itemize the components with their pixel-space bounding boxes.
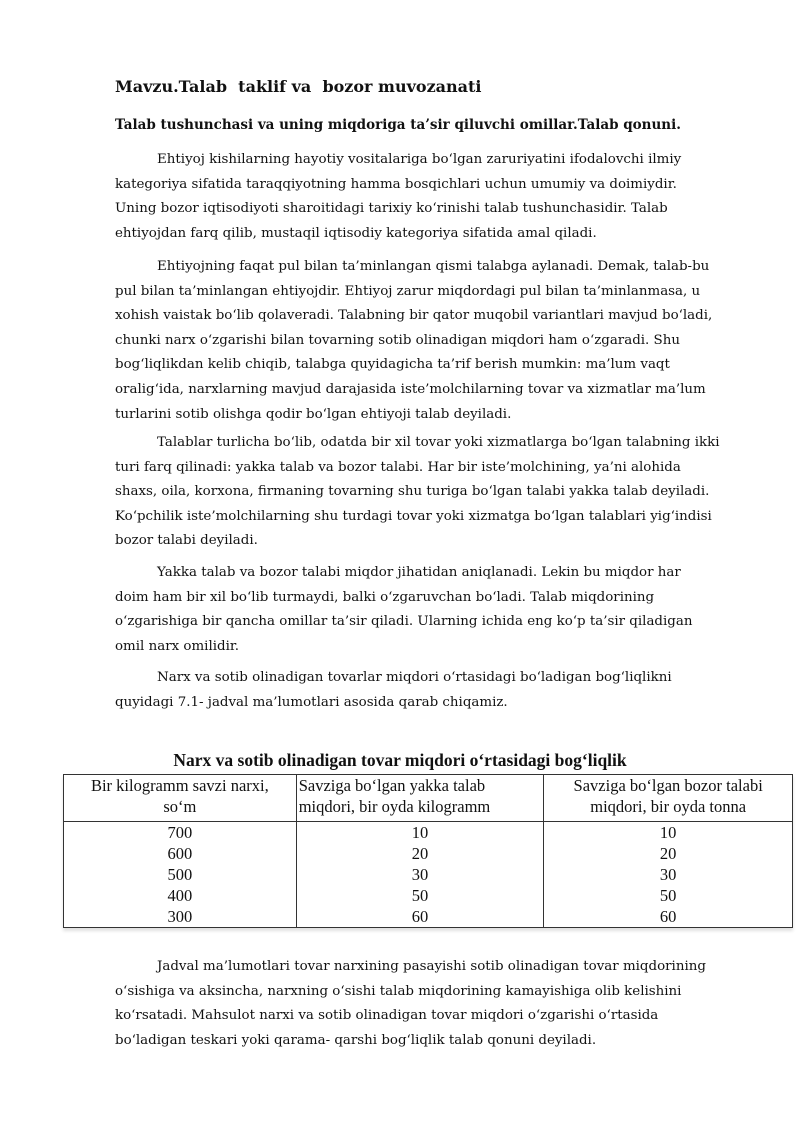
paragraph-5 xyxy=(115,666,755,715)
paragraph-line: oralig‘ida, narxlarning mavjud darajasida iste’molchilarning tovar va xizmatlar ma’lum xyxy=(115,381,706,397)
paragraph-line: turlarini sotib olishga qodir bo‘lgan ehtiyoji talab deyiladi. xyxy=(115,406,512,422)
paragraph-line: ko‘rsatadi. Mahsulot narxi va sotib olinadigan tovar miqdori o‘zgarishi o‘rtasida xyxy=(115,1008,659,1024)
paragraph-line: doim ham bir xil bo‘lib turmaydi, balki o‘zgaruvchan bo‘ladi. Talab miqdorining xyxy=(115,589,655,605)
paragraph-line: Ehtiyojning faqat pul bilan ta’minlangan qismi talabga aylanadi. Demak, talab-bu xyxy=(157,259,710,274)
paragraph-line: bo‘ladigan teskari yoki qarama- qarshi bog‘liqlik talab qonuni deyiladi. xyxy=(115,1032,597,1048)
table-cell-market-demand: 10 20 30 50 60 xyxy=(544,822,793,928)
paragraph-line: bog‘liqlikdan kelib chiqib, talabga quyidagicha ta’rif berish mumkin: ma’lum vaqt xyxy=(115,357,670,373)
paragraph-line: ehtiyojdan farq qilib, mustaqil iqtisodiy kategoriya sifatida amal qiladi. xyxy=(115,225,597,241)
paragraph-line: omil narx omilidir. xyxy=(115,638,240,654)
paragraph-line: pul bilan ta’minlangan ehtiyojdir. Ehtiyoj zarur miqdordagi pul bilan ta’minlanmasa, u xyxy=(115,283,701,299)
section-heading: Talab tushunchasi va uning miqdoriga ta’sir qiluvchi omillar.Talab qonuni. xyxy=(115,117,681,133)
paragraph-4 xyxy=(115,561,755,659)
paragraph-line: xohish vaistak bo‘lib qolaveradi. Talabning bir qator muqobil variantlari mavjud bo‘ladi, xyxy=(115,308,713,324)
paragraph-line: Jadval ma’lumotlari tovar narxining pasayishi sotib olinadigan tovar miqdorining xyxy=(157,959,706,974)
paragraph-line: Ko‘pchilik iste’molchilarning shu turdagi tovar yoki xizmatga bo‘lgan talablari yig‘indisi xyxy=(115,508,712,524)
table-cell-price: 700 600 500 400 300 xyxy=(64,822,297,928)
paragraph-line: Ehtiyoj kishilarning hayotiy vositalariga bo‘lgan zaruriyatini ifodalovchi ilmiy xyxy=(157,152,682,167)
table-header-cell: Savziga bo‘lgan bozor talabi miqdori, bir oyda tonna xyxy=(544,775,793,822)
paragraph-line: Uning bozor iqtisodiyoti sharoitidagi tarixiy ko‘rinishi talab tushunchasidir. Talab xyxy=(115,201,668,217)
paragraph-line: Talablar turlicha bo‘lib, odatda bir xil tovar yoki xizmatlarga bo‘lgan talabning ikki xyxy=(157,435,720,450)
paragraph-line: Yakka talab va bozor talabi miqdor jihatidan aniqlanadi. Lekin bu miqdor har xyxy=(157,565,681,580)
paragraph-line: shaxs, oila, korxona, firmaning tovarning shu turiga bo‘lgan talabi yakka talab deyiladi. xyxy=(115,484,710,500)
table-cell-individual-demand: 10 20 30 50 60 xyxy=(296,822,544,928)
paragraph-1 xyxy=(115,148,755,246)
paragraph-line: quyidagi 7.1- jadval ma’lumotlari asosida qarab chiqamiz. xyxy=(115,694,508,710)
paragraph-line: turi farq qilinadi: yakka talab va bozor talabi. Har bir iste’molchining, ya’ni alohida xyxy=(115,459,681,475)
paragraph-line: chunki narx o‘zgarishi bilan tovarning sotib olinadigan miqdori ham o‘zgaradi. Shu xyxy=(115,332,680,348)
paragraph-line: kategoriya sifatida taraqqiyotning hamma bosqichlari uchun umumiy va doimiydir. xyxy=(115,176,677,192)
table-row xyxy=(64,822,793,928)
paragraph-line: bozor talabi deyiladi. xyxy=(115,533,258,549)
table-header-row xyxy=(64,775,793,822)
closing-paragraph xyxy=(115,955,755,1053)
paragraph-line: o‘zgarishiga bir qancha omillar ta’sir qiladi. Ularning ichida eng ko‘p ta’sir qiladigan xyxy=(115,614,693,630)
paragraph-2 xyxy=(115,255,755,427)
price-quantity-table xyxy=(63,774,793,928)
paragraph-3 xyxy=(115,431,755,554)
table-header-cell: Savziga bo‘lgan yakka talab miqdori, bir oyda kilogramm xyxy=(296,775,544,822)
table-header-cell: Bir kilogramm savzi narxi, so‘m xyxy=(64,775,297,822)
table-title: Narx va sotib olinadigan tovar miqdori o‘rtasidagi bog‘liqlik xyxy=(173,750,627,770)
document-title: Mavzu.Talab taklif va bozor muvozanati xyxy=(115,77,482,96)
paragraph-line: o‘sishiga va aksincha, narxning o‘sishi talab miqdorining kamayishiga olib kelishini xyxy=(115,983,682,999)
paragraph-line: Narx va sotib olinadigan tovarlar miqdori o‘rtasidagi bo‘ladigan bog‘liqlikni xyxy=(157,670,672,685)
